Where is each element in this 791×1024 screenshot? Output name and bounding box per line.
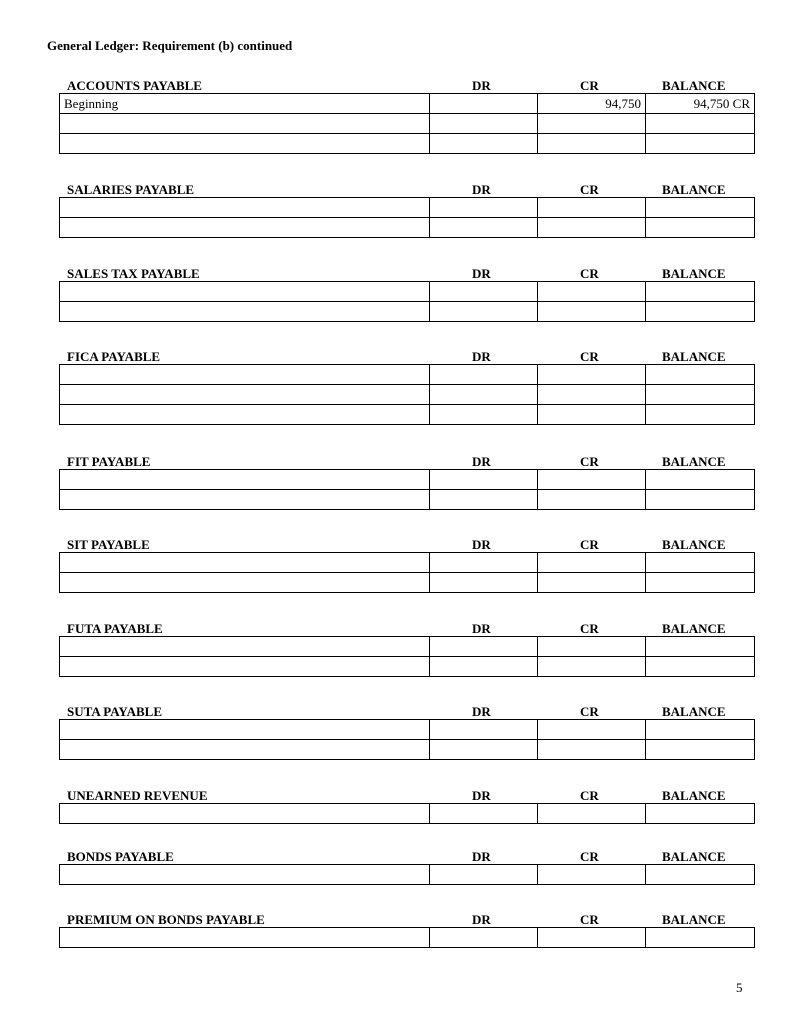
dr-header: DR — [472, 454, 491, 469]
ledger-table — [59, 803, 755, 824]
account-name: FIT PAYABLE — [67, 454, 151, 469]
ledger-table — [59, 927, 755, 948]
balance-cell[interactable] — [646, 198, 755, 218]
ledger-row — [60, 490, 755, 510]
ledger-row — [60, 218, 755, 238]
ledger-row — [60, 365, 755, 385]
description-cell[interactable]: Beginning — [60, 94, 430, 114]
dr-cell[interactable] — [430, 385, 538, 405]
dr-header: DR — [472, 537, 491, 552]
cr-header: CR — [580, 788, 599, 803]
description-cell[interactable] — [60, 198, 430, 218]
dr-cell[interactable] — [430, 804, 538, 824]
description-cell[interactable] — [60, 865, 430, 885]
account-name: PREMIUM ON BONDS PAYABLE — [67, 912, 265, 927]
ledger-header — [59, 619, 754, 636]
ledger-table — [59, 864, 755, 885]
ledger-row — [60, 282, 755, 302]
dr-cell[interactable] — [430, 573, 538, 593]
dr-cell[interactable] — [430, 553, 538, 573]
ledger-table — [59, 469, 755, 510]
cr-cell[interactable] — [538, 282, 646, 302]
cr-cell[interactable] — [538, 573, 646, 593]
ledger-accounts-payable — [59, 76, 754, 154]
description-cell[interactable] — [60, 637, 430, 657]
balance-cell[interactable] — [646, 865, 755, 885]
balance-cell[interactable] — [646, 385, 755, 405]
dr-cell[interactable] — [430, 720, 538, 740]
cr-header: CR — [580, 704, 599, 719]
balance-header: BALANCE — [662, 704, 726, 719]
dr-header: DR — [472, 704, 491, 719]
ledger-header — [59, 786, 754, 803]
cr-header: CR — [580, 849, 599, 864]
dr-header: DR — [472, 912, 491, 927]
dr-cell[interactable] — [430, 282, 538, 302]
balance-cell[interactable] — [646, 365, 755, 385]
ledger-header — [59, 452, 754, 469]
balance-cell[interactable] — [646, 218, 755, 238]
ledger-row — [60, 637, 755, 657]
ledger-table — [59, 281, 755, 322]
balance-cell[interactable] — [646, 657, 755, 677]
ledger-table — [59, 364, 755, 425]
ledger-sit-payable — [59, 535, 754, 593]
page-number: 5 — [736, 980, 743, 995]
dr-cell[interactable] — [430, 928, 538, 948]
description-cell[interactable] — [60, 282, 430, 302]
description-cell[interactable] — [60, 218, 430, 238]
balance-cell[interactable]: 94,750 CR — [646, 94, 755, 114]
cr-cell[interactable] — [538, 134, 646, 154]
balance-cell[interactable] — [646, 490, 755, 510]
ledger-bonds-payable — [59, 847, 754, 885]
dr-cell[interactable] — [430, 134, 538, 154]
cr-cell[interactable]: 94,750 — [538, 94, 646, 114]
account-name: FUTA PAYABLE — [67, 621, 163, 636]
ledger-row — [60, 198, 755, 218]
description-cell[interactable] — [60, 720, 430, 740]
dr-cell[interactable] — [430, 94, 538, 114]
description-cell[interactable] — [60, 804, 430, 824]
ledger-row — [60, 405, 755, 425]
account-name: SUTA PAYABLE — [67, 704, 163, 719]
description-cell[interactable] — [60, 302, 430, 322]
description-cell[interactable] — [60, 928, 430, 948]
balance-cell[interactable] — [646, 282, 755, 302]
balance-cell[interactable] — [646, 573, 755, 593]
cr-header: CR — [580, 78, 599, 93]
ledger-header — [59, 702, 754, 719]
cr-cell[interactable] — [538, 804, 646, 824]
cr-cell[interactable] — [538, 198, 646, 218]
ledger-row — [60, 114, 755, 134]
ledger-header — [59, 535, 754, 552]
ledger-table — [59, 197, 755, 238]
ledger-futa-payable — [59, 619, 754, 677]
balance-header: BALANCE — [662, 182, 726, 197]
cr-cell[interactable] — [538, 928, 646, 948]
ledger-sales-tax-payable — [59, 264, 754, 322]
dr-cell[interactable] — [430, 490, 538, 510]
balance-cell[interactable] — [646, 405, 755, 425]
description-cell[interactable] — [60, 573, 430, 593]
balance-header: BALANCE — [662, 537, 726, 552]
dr-cell[interactable] — [430, 114, 538, 134]
cr-cell[interactable] — [538, 637, 646, 657]
description-cell[interactable] — [60, 740, 430, 760]
description-cell[interactable] — [60, 114, 430, 134]
ledger-row — [60, 553, 755, 573]
description-cell[interactable] — [60, 405, 430, 425]
description-cell[interactable] — [60, 657, 430, 677]
balance-header: BALANCE — [662, 78, 726, 93]
ledger-unearned-revenue — [59, 786, 754, 824]
description-cell[interactable] — [60, 134, 430, 154]
ledger-row — [60, 865, 755, 885]
dr-header: DR — [472, 849, 491, 864]
cr-header: CR — [580, 349, 599, 364]
ledger-header — [59, 264, 754, 281]
balance-header: BALANCE — [662, 849, 726, 864]
balance-header: BALANCE — [662, 788, 726, 803]
ledger-row — [60, 94, 755, 114]
cr-header: CR — [580, 182, 599, 197]
ledger-table — [59, 636, 755, 677]
ledger-salaries-payable — [59, 180, 754, 238]
ledger-row — [60, 928, 755, 948]
balance-cell[interactable] — [646, 804, 755, 824]
dr-cell[interactable] — [430, 637, 538, 657]
cr-cell[interactable] — [538, 405, 646, 425]
balance-cell[interactable] — [646, 740, 755, 760]
ledger-row — [60, 470, 755, 490]
dr-header: DR — [472, 621, 491, 636]
cr-cell[interactable] — [538, 218, 646, 238]
ledger-fica-payable — [59, 347, 754, 425]
balance-cell[interactable] — [646, 928, 755, 948]
dr-header: DR — [472, 78, 491, 93]
ledger-header — [59, 847, 754, 864]
ledger-premium-on-bonds-payable — [59, 910, 754, 948]
cr-cell[interactable] — [538, 657, 646, 677]
cr-cell[interactable] — [538, 490, 646, 510]
balance-cell[interactable] — [646, 470, 755, 490]
balance-header: BALANCE — [662, 912, 726, 927]
ledger-row — [60, 740, 755, 760]
description-cell[interactable] — [60, 553, 430, 573]
cr-header: CR — [580, 912, 599, 927]
dr-cell[interactable] — [430, 657, 538, 677]
balance-cell[interactable] — [646, 134, 755, 154]
ledger-header — [59, 76, 754, 93]
cr-cell[interactable] — [538, 865, 646, 885]
balance-cell[interactable] — [646, 637, 755, 657]
description-cell[interactable] — [60, 385, 430, 405]
cr-cell[interactable] — [538, 365, 646, 385]
balance-cell[interactable] — [646, 114, 755, 134]
dr-cell[interactable] — [430, 218, 538, 238]
dr-cell[interactable] — [430, 198, 538, 218]
dr-header: DR — [472, 266, 491, 281]
balance-header: BALANCE — [662, 266, 726, 281]
cr-cell[interactable] — [538, 114, 646, 134]
ledger-table — [59, 552, 755, 593]
ledger-suta-payable — [59, 702, 754, 760]
dr-cell[interactable] — [430, 740, 538, 760]
ledger-row — [60, 302, 755, 322]
ledger-table — [59, 93, 755, 154]
cr-cell[interactable] — [538, 740, 646, 760]
account-name: SIT PAYABLE — [67, 537, 150, 552]
cr-cell[interactable] — [538, 302, 646, 322]
dr-header: DR — [472, 182, 491, 197]
ledger-row — [60, 804, 755, 824]
cr-cell[interactable] — [538, 385, 646, 405]
balance-cell[interactable] — [646, 302, 755, 322]
cr-cell[interactable] — [538, 470, 646, 490]
balance-header: BALANCE — [662, 454, 726, 469]
account-name: BONDS PAYABLE — [67, 849, 174, 864]
ledger-row — [60, 720, 755, 740]
ledger-header — [59, 347, 754, 364]
ledger-row — [60, 657, 755, 677]
cr-header: CR — [580, 266, 599, 281]
ledger-header — [59, 180, 754, 197]
cr-cell[interactable] — [538, 720, 646, 740]
dr-cell[interactable] — [430, 865, 538, 885]
dr-cell[interactable] — [430, 302, 538, 322]
cr-header: CR — [580, 537, 599, 552]
ledger-row — [60, 573, 755, 593]
balance-cell[interactable] — [646, 553, 755, 573]
cr-header: CR — [580, 454, 599, 469]
description-cell[interactable] — [60, 490, 430, 510]
cr-cell[interactable] — [538, 553, 646, 573]
cr-header: CR — [580, 621, 599, 636]
account-name: SALES TAX PAYABLE — [67, 266, 200, 281]
balance-header: BALANCE — [662, 621, 726, 636]
ledger-table — [59, 719, 755, 760]
ledger-header — [59, 910, 754, 927]
account-name: FICA PAYABLE — [67, 349, 161, 364]
ledger-row — [60, 134, 755, 154]
dr-cell[interactable] — [430, 470, 538, 490]
description-cell[interactable] — [60, 470, 430, 490]
account-name: UNEARNED REVENUE — [67, 788, 208, 803]
dr-cell[interactable] — [430, 405, 538, 425]
balance-header: BALANCE — [662, 349, 726, 364]
account-name: SALARIES PAYABLE — [67, 182, 195, 197]
ledger-fit-payable — [59, 452, 754, 510]
description-cell[interactable] — [60, 365, 430, 385]
account-name: ACCOUNTS PAYABLE — [67, 78, 202, 93]
dr-cell[interactable] — [430, 365, 538, 385]
dr-header: DR — [472, 788, 491, 803]
dr-header: DR — [472, 349, 491, 364]
balance-cell[interactable] — [646, 720, 755, 740]
ledger-row — [60, 385, 755, 405]
page-title: General Ledger: Requirement (b) continued — [47, 38, 293, 53]
